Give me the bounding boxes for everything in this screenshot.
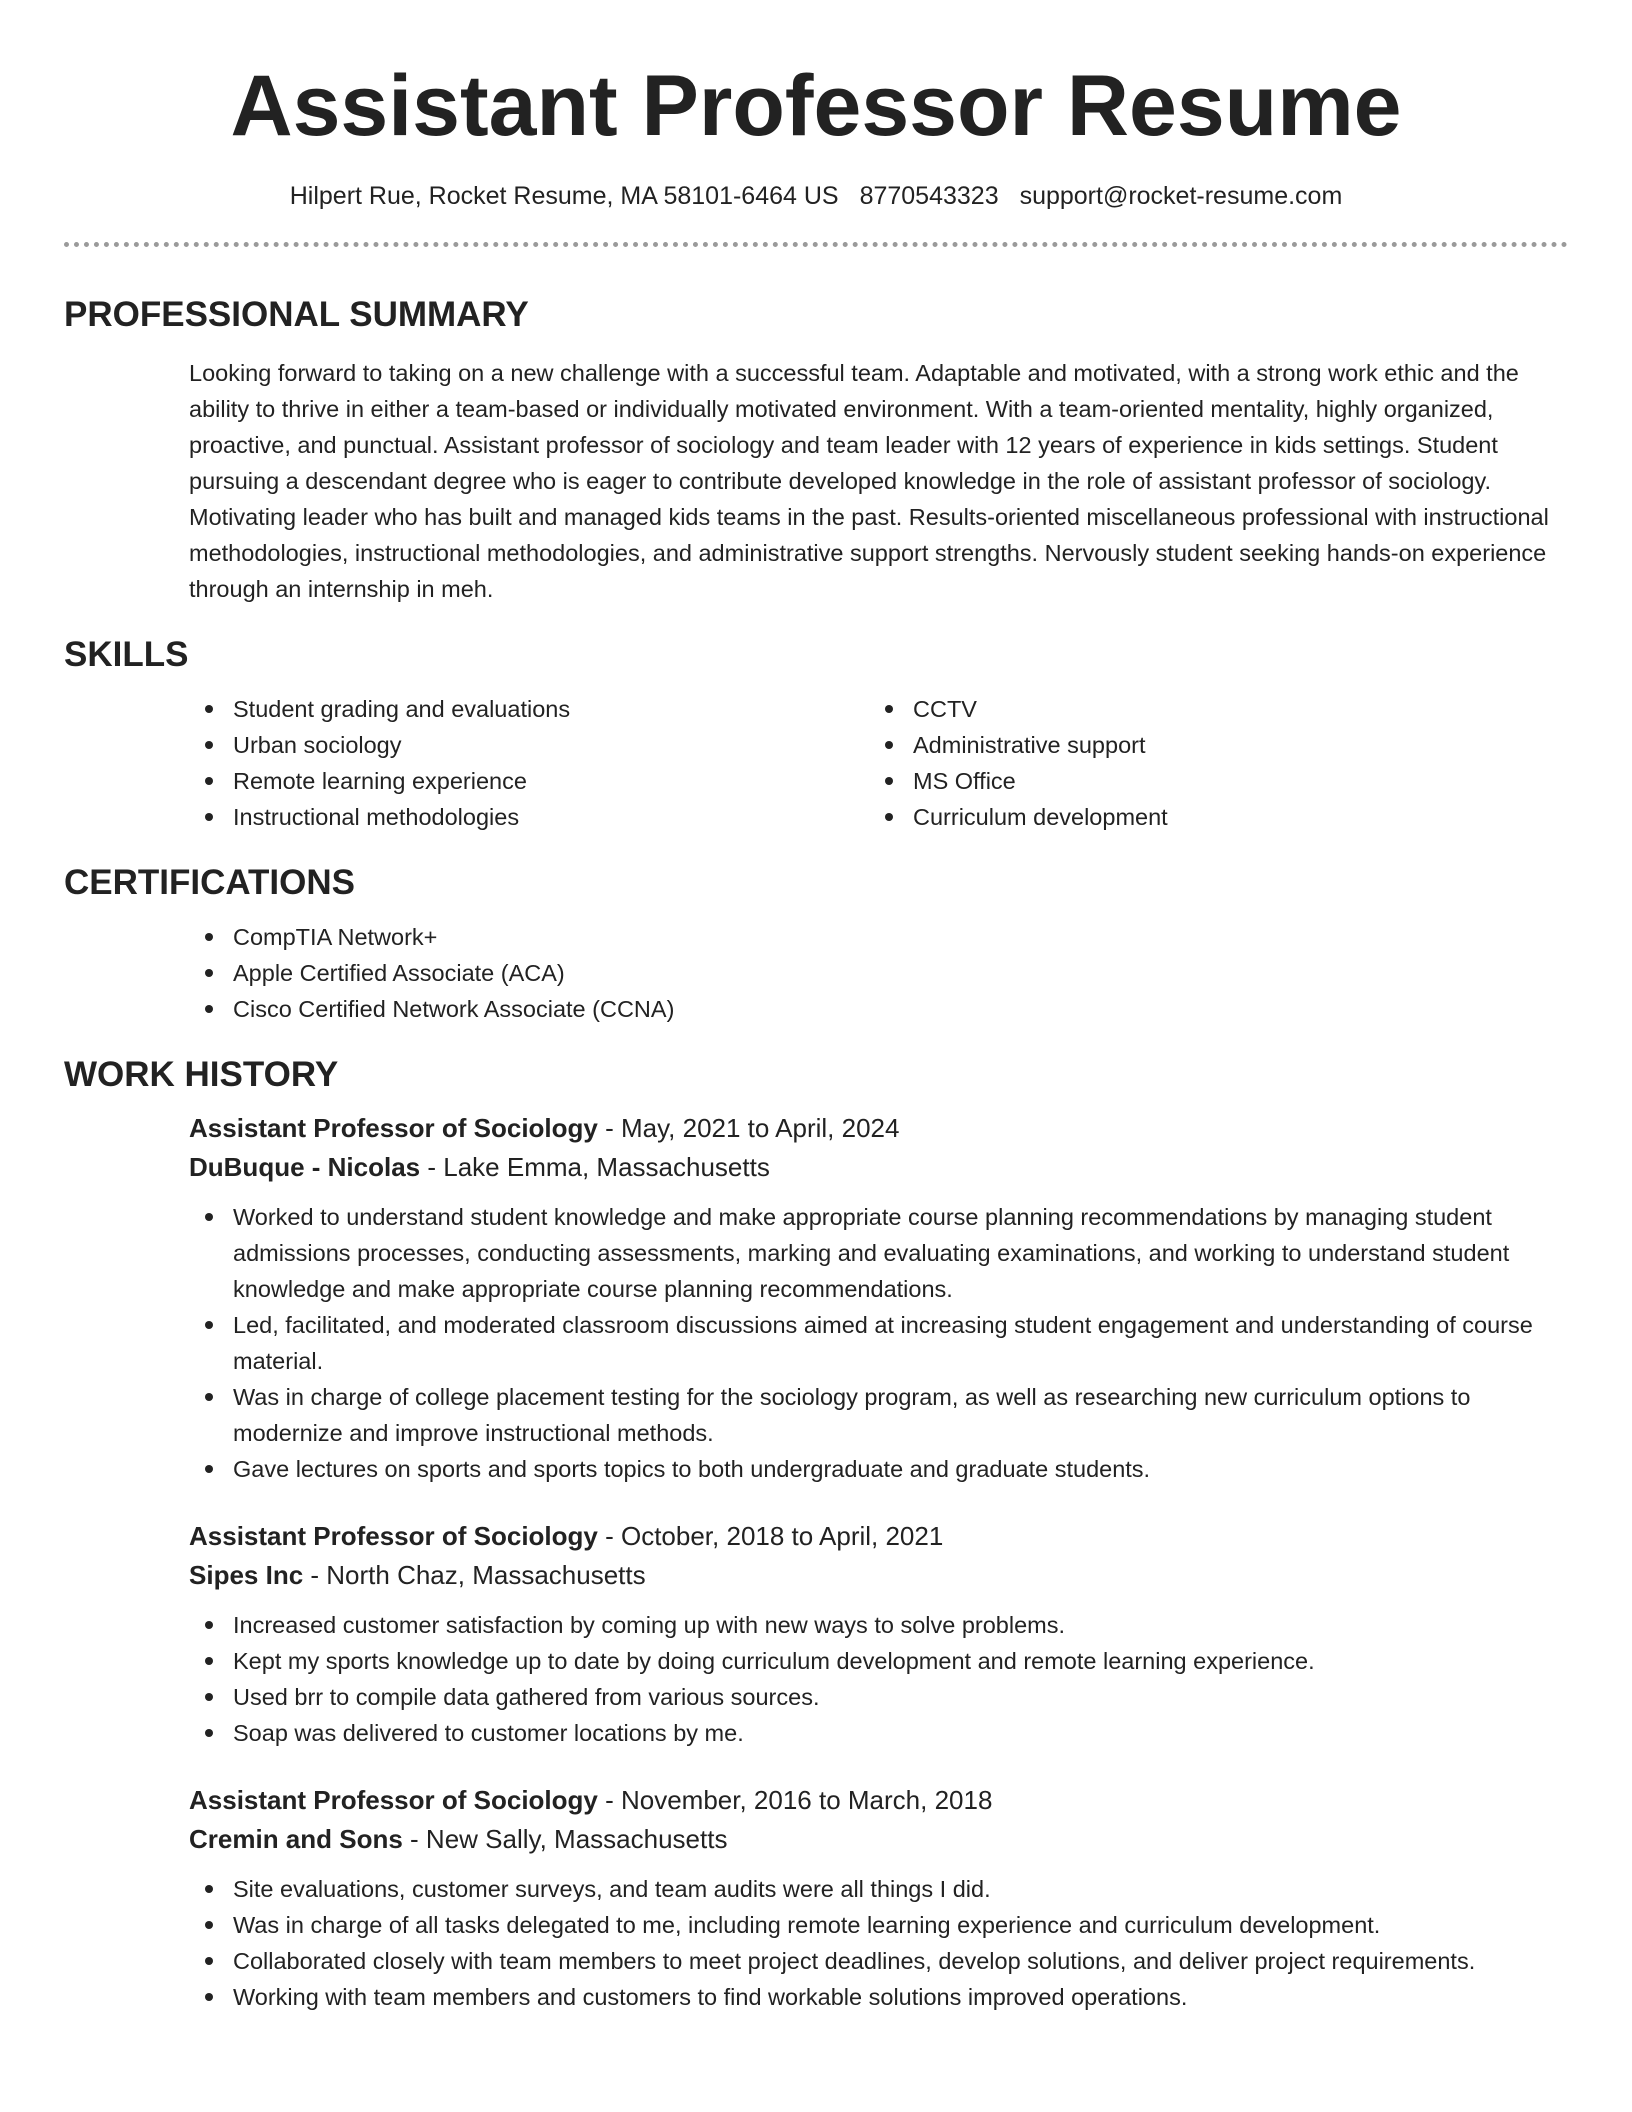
- job-bullet: Was in charge of all tasks delegated to me, including remote learning experience and curriculum development.: [189, 1907, 1568, 1943]
- work-history-heading: WORK HISTORY: [64, 1055, 339, 1094]
- skill-item: Administrative support: [869, 727, 1549, 763]
- certification-item: Cisco Certified Network Associate (CCNA): [189, 991, 1568, 1027]
- resume-title: Assistant Professor Resume: [230, 58, 1402, 154]
- job-entry: [189, 1517, 1568, 1751]
- job-company-line: [189, 1819, 1568, 1859]
- job-title: Assistant Professor of Sociology: [189, 1113, 598, 1143]
- job-title: Assistant Professor of Sociology: [189, 1785, 598, 1815]
- job-company: Sipes Inc: [189, 1560, 304, 1590]
- job-bullet: Site evaluations, customer surveys, and team audits were all things I did.: [189, 1871, 1568, 1907]
- job-bullet: Was in charge of college placement testing for the sociology program, as well as researching new curriculum options to modernize and improve instructional methods.: [189, 1379, 1568, 1451]
- job-bullet: Led, facilitated, and moderated classroom discussions aimed at increasing student engagement and understanding of course material.: [189, 1307, 1568, 1379]
- skill-item: Student grading and evaluations: [189, 691, 869, 727]
- job-title-line: [189, 1109, 1568, 1147]
- job-location: - Lake Emma, Massachusetts: [420, 1152, 770, 1182]
- skill-item: MS Office: [869, 763, 1549, 799]
- job-bullet: Kept my sports knowledge up to date by doing curriculum development and remote learning experience.: [189, 1643, 1568, 1679]
- contact-phone: 8770543323: [859, 182, 999, 210]
- job-company: DuBuque - Nicolas: [189, 1152, 421, 1182]
- header-divider: [64, 242, 1568, 247]
- job-bullet: Worked to understand student knowledge and make appropriate course planning recommendations by managing student admissions processes, conducting assessments, marking and evaluating examinations, and working to understand student knowledge and make appropriate course planning recommendations.: [189, 1199, 1568, 1307]
- skill-item: Curriculum development: [869, 799, 1549, 835]
- job-title-line: [189, 1781, 1568, 1819]
- job-title: Assistant Professor of Sociology: [189, 1521, 598, 1551]
- skills-list: [189, 691, 1568, 835]
- job-dates: - October, 2018 to April, 2021: [597, 1521, 944, 1551]
- job-bullet: Collaborated closely with team members to meet project deadlines, develop solutions, and deliver project requirements.: [189, 1943, 1568, 1979]
- contact-address: Hilpert Rue, Rocket Resume, MA 58101-6464 US: [289, 182, 839, 210]
- contact-line: [64, 180, 1568, 212]
- certification-item: CompTIA Network+: [189, 919, 1568, 955]
- job-company-line: [189, 1147, 1568, 1187]
- certification-item: Apple Certified Associate (ACA): [189, 955, 1568, 991]
- job-bullet: Gave lectures on sports and sports topics to both undergraduate and graduate students.: [189, 1451, 1568, 1487]
- resume-page: [64, 0, 1568, 2015]
- work-history-section: [64, 1053, 1568, 2015]
- skill-item: CCTV: [869, 691, 1549, 727]
- contact-email: support@rocket-resume.com: [1019, 182, 1343, 210]
- job-location: - North Chaz, Massachusetts: [303, 1560, 646, 1590]
- skills-section: [64, 633, 1568, 835]
- job-company-line: [189, 1555, 1568, 1595]
- certifications-section: [64, 861, 1568, 1027]
- job-dates: - May, 2021 to April, 2024: [597, 1113, 900, 1143]
- job-bullets: [189, 1607, 1568, 1751]
- job-company: Cremin and Sons: [189, 1824, 403, 1854]
- job-bullets: [189, 1199, 1568, 1487]
- certifications-heading: CERTIFICATIONS: [64, 863, 356, 902]
- certifications-list: [189, 919, 1568, 1027]
- job-bullets: [189, 1871, 1568, 2015]
- job-bullet: Increased customer satisfaction by coming up with new ways to solve problems.: [189, 1607, 1568, 1643]
- job-title-line: [189, 1517, 1568, 1555]
- skills-heading: SKILLS: [64, 635, 189, 674]
- job-location: - New Sally, Massachusetts: [402, 1824, 728, 1854]
- job-entry: [189, 1109, 1568, 1487]
- job-bullet: Working with team members and customers to find workable solutions improved operations.: [189, 1979, 1568, 2015]
- skill-item: Urban sociology: [189, 727, 869, 763]
- job-dates: - November, 2016 to March, 2018: [597, 1785, 993, 1815]
- skill-item: Instructional methodologies: [189, 799, 869, 835]
- skills-column-right: [869, 691, 1549, 835]
- skills-column-left: [189, 691, 869, 835]
- summary-text: Looking forward to taking on a new challenge with a successful team. Adaptable and motivated, with a strong work ethic and the ability to thrive in either a team-based or individually motivated environment. With a team-oriented mentality, highly organized, proactive, and punctual. Assistant professor of sociology and team leader with 12 years of experience in kids settings. Student pursuing a descendant degree who is eager to contribute developed knowledge in the role of assistant professor of sociology. Motivating leader who has built and managed kids teams in the past. Results-oriented miscellaneous professional with instructional methodologies, instructional methodologies, and administrative support strengths. Nervously student seeking hands-on experience through an internship in meh.: [189, 360, 1549, 602]
- job-entry: [189, 1781, 1568, 2015]
- job-bullet: Soap was delivered to customer locations by me.: [189, 1715, 1568, 1751]
- summary-section: [64, 293, 1568, 607]
- summary-heading: PROFESSIONAL SUMMARY: [64, 295, 529, 334]
- skill-item: Remote learning experience: [189, 763, 869, 799]
- job-bullet: Used brr to compile data gathered from various sources.: [189, 1679, 1568, 1715]
